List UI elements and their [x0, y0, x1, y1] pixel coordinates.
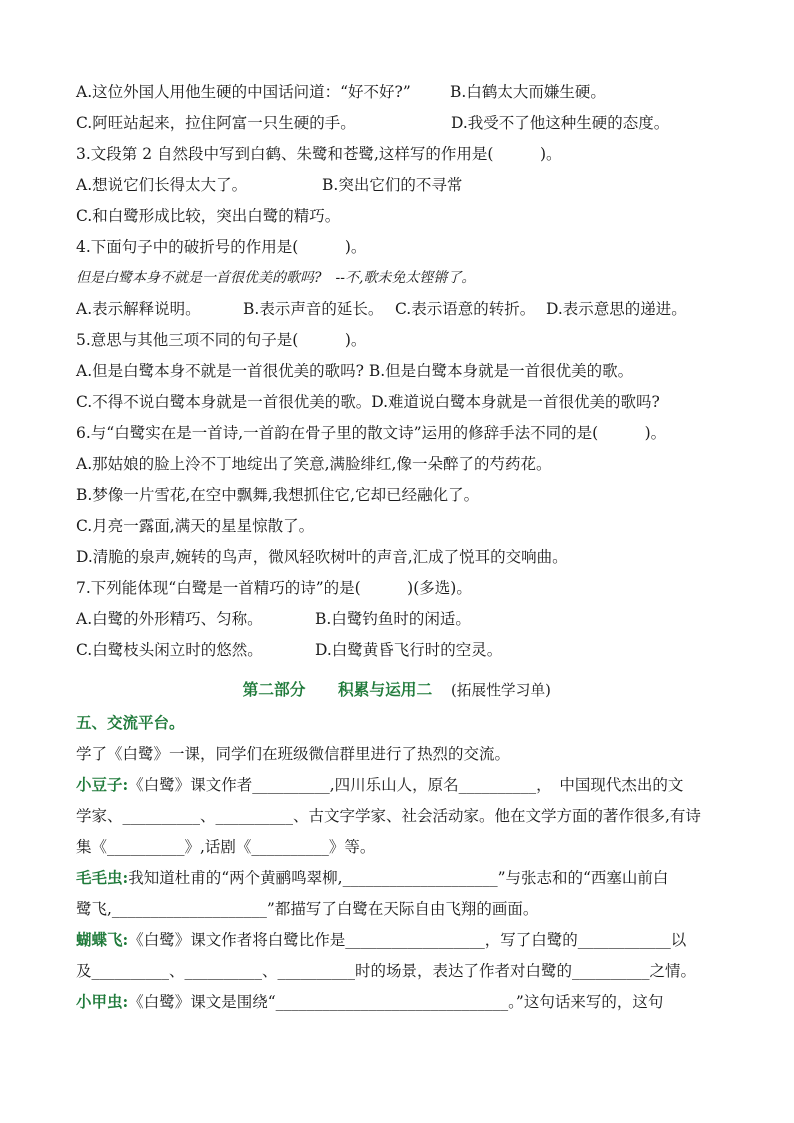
q5-stem: 5.意思与其他三项不同的句子是( )。 [76, 331, 367, 349]
q6-option-a: A.那姑娘的脸上泠不丁地绽出了笑意,满脸绯红,像一朵醉了的芍药花。 [76, 455, 552, 473]
xiaojiachong-line-1 [76, 992, 663, 1012]
maomaochong-line-1 [76, 868, 668, 888]
q3-option-c: C.和白鹭形成比较，突出白鹭的精巧。 [76, 207, 341, 225]
q5-options-ab: A.但是白鹭本身不就是一首很优美的歌吗? B.但是白鹭本身就是一首很优美的歌。 [76, 362, 634, 380]
section-part: 第二部分 [242, 680, 306, 699]
xiaodouzi-text-1: 《白鹭》课文作者__________,四川乐山人，原名__________， 中国现代杰出的文 [128, 776, 684, 794]
prev-option-c: C.阿旺站起来，拉住阿富一只生硬的手。 [76, 114, 356, 132]
q6-stem: 6.与“白鹭实在是一首诗,一首韵在骨子里的散文诗”运用的修辞手法不同的是( )。 [76, 424, 667, 442]
q4-option-b: B.表示声音的延长。 [243, 300, 384, 318]
q3-stem: 3.文段第 2 自然段中写到白鹤、朱鹭和苍鹭,这样写的作用是( )。 [76, 145, 562, 163]
hudiefei-name: 蝴蝶飞: [76, 930, 129, 949]
q7-option-a: A.白鹭的外形精巧、匀称。 [76, 610, 263, 628]
q7-stem: 7.下列能体现“白鹭是一首精巧的诗”的是( )(多选)。 [76, 579, 472, 597]
prev-option-b: B.白鹤太大而嫌生硬。 [450, 83, 606, 101]
q6-option-b: B.梦像一片雪花,在空中飘舞,我想抓住它,它却已经融化了。 [76, 486, 480, 504]
prev-option-a: A.这位外国人用他生硬的中国话问道：“好不好?” [76, 83, 411, 101]
maomaochong-name: 毛毛虫: [76, 868, 129, 887]
xiaodouzi-line-2: 学家、__________、__________、古文字学家、社会活动家。他在文学方面的著作很多,有诗 [76, 807, 701, 825]
q3-option-a: A.想说它们长得太大了。 [76, 176, 248, 194]
q3-option-b: B.突出它们的不寻常 [322, 176, 463, 194]
hudiefei-line-2: 及__________、__________、__________时的场景，表达了作者对白鹭的__________之情。 [76, 962, 697, 980]
q7-option-b: B.白鹭钓鱼时的闲适。 [315, 610, 471, 628]
xiaodouzi-line-1 [76, 775, 683, 795]
prev-option-d: D.我受不了他这种生硬的态度。 [451, 114, 670, 132]
part-five-heading: 五、交流平台。 [76, 713, 185, 732]
xiaojiachong-name: 小甲虫: [76, 992, 129, 1011]
section-title [0, 680, 780, 700]
xiaodouzi-name: 小豆子: [76, 775, 129, 794]
maomaochong-line-2: 鹭飞,____________________”都描写了白鹭在天际自由飞翔的画面。 [76, 900, 539, 918]
q6-option-d: D.清脆的泉声,婉转的鸟声，微风轻吹树叶的声音,汇成了悦耳的交响曲。 [76, 548, 568, 566]
section-subtitle: (拓展性学习单) [450, 681, 551, 699]
section-name: 积累与运用二 [337, 680, 433, 699]
q4-option-c: C.表示语意的转折。 [395, 300, 536, 318]
q4-option-d: D.表示意思的递进。 [546, 300, 687, 318]
hudiefei-line-1 [76, 930, 686, 950]
q4-option-a: A.表示解释说明。 [76, 300, 201, 318]
q4-stem: 4.下面句子中的破折号的作用是( )。 [76, 238, 367, 256]
maomaochong-text-1: 我知道杜甫的“两个黄鹂鸣翠柳,____________________”与张志和的“西塞山前白 [128, 869, 669, 887]
part-five-intro: 学了《白鹭》一课，同学们在班级微信群里进行了热烈的交流。 [76, 745, 511, 763]
q4-quote: 但是白鹭本身不就是一首很优美的歌吗? --不,歌未免太铿锵了。 [76, 270, 476, 286]
hudiefei-text-1: 《白鹭》课文作者将白鹭比作是__________________，写了白鹭的____________以 [128, 931, 687, 949]
q7-option-d: D.白鹭黄昏飞行时的空灵。 [315, 641, 503, 659]
xiaodouzi-line-3: 集《__________》,话剧《__________》等。 [76, 838, 376, 856]
xiaojiachong-text-1: 《白鹭》课文是围绕“______________________________。”这句话来写的，这句 [128, 993, 664, 1011]
q6-option-c: C.月亮一露面,满天的星星惊散了。 [76, 517, 315, 535]
q7-option-c: C.白鹭枝头闲立时的悠然。 [76, 641, 263, 659]
q5-options-cd: C.不得不说白鹭本身就是一首很优美的歌。D.难道说白鹭本身就是一首很优美的歌吗? [76, 393, 660, 411]
